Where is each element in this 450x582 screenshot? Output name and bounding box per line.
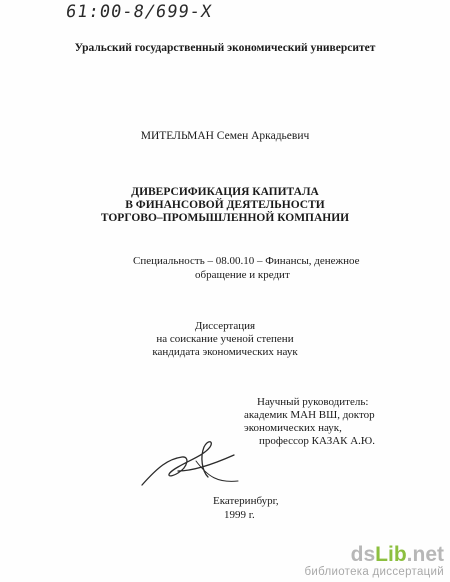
dslib-logo: dsLib.net	[350, 543, 444, 566]
supervisor-line-3: экономических наук,	[244, 422, 342, 434]
supervisor-line-2: академик МАН ВШ, доктор	[244, 409, 375, 421]
supervisor-line-1: Научный руководитель:	[257, 396, 369, 408]
archive-code-handwritten: 61:00-8/699-Х	[64, 2, 214, 22]
year: 1999 г.	[224, 509, 255, 521]
dissertation-line-2: на соискание ученой степени	[156, 333, 294, 345]
dslib-watermark[interactable]	[304, 544, 444, 578]
thesis-title-line-2: В ФИНАНСОВОЙ ДЕЯТЕЛЬНОСТИ	[125, 199, 325, 211]
thesis-title-line-3: ТОРГОВО–ПРОМЫШЛЕННОЙ КОМПАНИИ	[100, 212, 350, 224]
dissertation-line-3: кандидата экономических наук	[152, 346, 298, 358]
handwritten-signature	[138, 437, 248, 497]
specialty-line-1: Специальность – 08.00.10 – Финансы, денежное	[133, 255, 360, 267]
dslib-subtitle: библиотека диссертаций	[304, 566, 444, 578]
author-name: МИТЕЛЬМАН Семен Аркадьевич	[140, 130, 310, 142]
dissertation-line-1: Диссертация	[194, 320, 256, 332]
university-name: Уральский государственный экономический университет	[74, 42, 376, 54]
specialty-line-2: обращение и кредит	[195, 269, 290, 281]
city: Екатеринбург,	[213, 495, 279, 507]
thesis-title-line-1: ДИВЕРСИФИКАЦИЯ КАПИТАЛА	[131, 186, 319, 198]
supervisor-line-4: профессор КАЗАК А.Ю.	[259, 435, 375, 447]
